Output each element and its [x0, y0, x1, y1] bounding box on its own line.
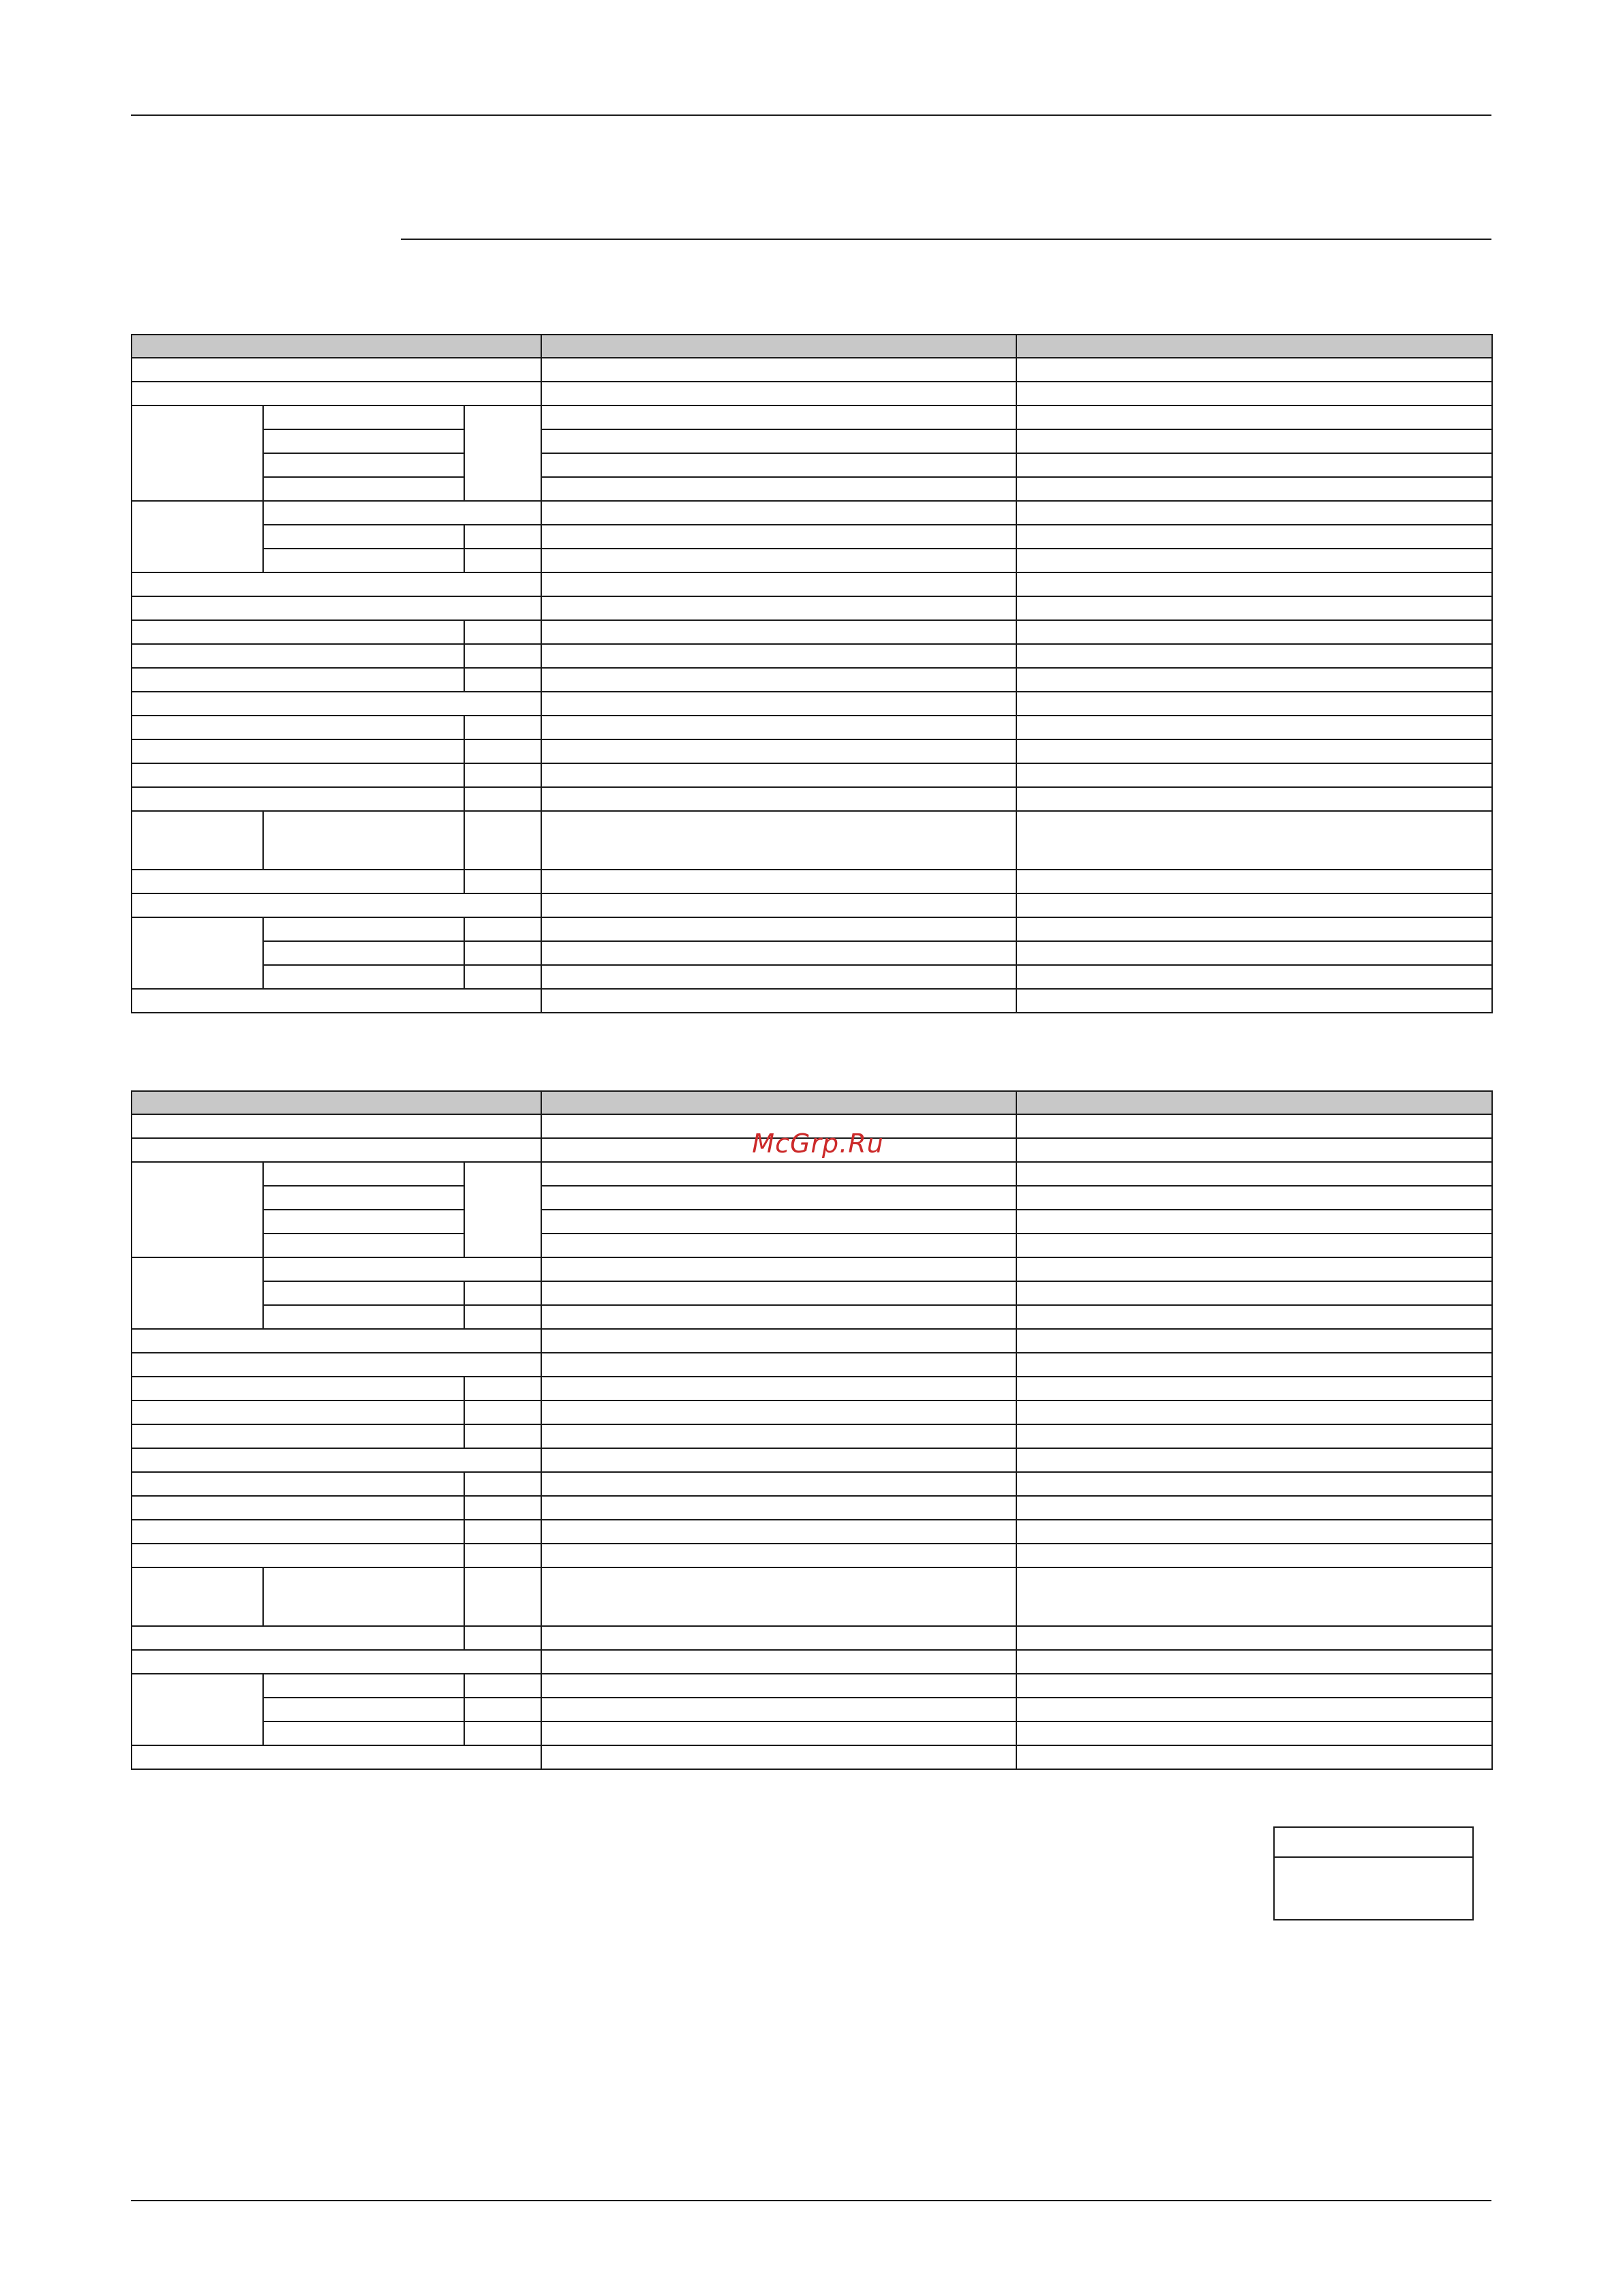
table-row: [132, 1520, 1492, 1544]
table-row: [132, 787, 1492, 811]
table-header-row: [132, 335, 1492, 358]
table-row: [132, 1329, 1492, 1353]
table-row: [132, 811, 1492, 870]
table-row: [132, 1544, 1492, 1567]
table-row: [132, 716, 1492, 739]
table-row: [132, 644, 1492, 668]
spec-table-1: [131, 334, 1493, 1013]
table-row: [132, 1626, 1492, 1650]
table-row: [132, 739, 1492, 763]
table-row: [132, 1674, 1492, 1698]
table-row: [132, 668, 1492, 692]
table-row: [132, 501, 1492, 525]
table-row: [132, 549, 1492, 572]
table-row: [132, 989, 1492, 1013]
table-row: [132, 1234, 1492, 1257]
table-row: [132, 1472, 1492, 1496]
title-rule: [401, 239, 1491, 240]
table-row: [132, 965, 1492, 989]
table-row: [132, 1721, 1492, 1745]
table-row: [132, 525, 1492, 549]
table-row: [132, 917, 1492, 941]
stamp-box: [1273, 1826, 1474, 1920]
table-row: [132, 763, 1492, 787]
table-row: [132, 1162, 1492, 1186]
table-row: [132, 1448, 1492, 1472]
watermark-text: McGrp.Ru: [752, 1129, 884, 1159]
spec-table-2: [131, 1090, 1493, 1770]
header-rule: [131, 114, 1491, 116]
table-row: [132, 1424, 1492, 1448]
stamp-box-header: [1275, 1828, 1472, 1858]
table-row: [132, 941, 1492, 965]
table-row: [132, 572, 1492, 596]
table-row: [132, 1281, 1492, 1305]
table-row: [132, 453, 1492, 477]
table-row: [132, 620, 1492, 644]
table-row: [132, 1210, 1492, 1234]
table-row: [132, 405, 1492, 429]
table-row: [132, 1496, 1492, 1520]
table-row: [132, 1698, 1492, 1721]
table-row: [132, 429, 1492, 453]
table-row: [132, 1745, 1492, 1769]
table-row: [132, 1650, 1492, 1674]
table-row: [132, 692, 1492, 716]
table-row: [132, 1186, 1492, 1210]
table-row: [132, 1377, 1492, 1400]
table-row: [132, 477, 1492, 501]
table-row: [132, 358, 1492, 382]
table-header-row: [132, 1091, 1492, 1114]
table-row: [132, 596, 1492, 620]
table-row: [132, 1257, 1492, 1281]
table-row: [132, 1400, 1492, 1424]
table-row: [132, 893, 1492, 917]
table-row: [132, 382, 1492, 405]
table-row: [132, 1353, 1492, 1377]
table-row: [132, 1305, 1492, 1329]
table-row: [132, 870, 1492, 893]
table-row: [132, 1567, 1492, 1626]
footer-rule: [131, 2200, 1491, 2201]
